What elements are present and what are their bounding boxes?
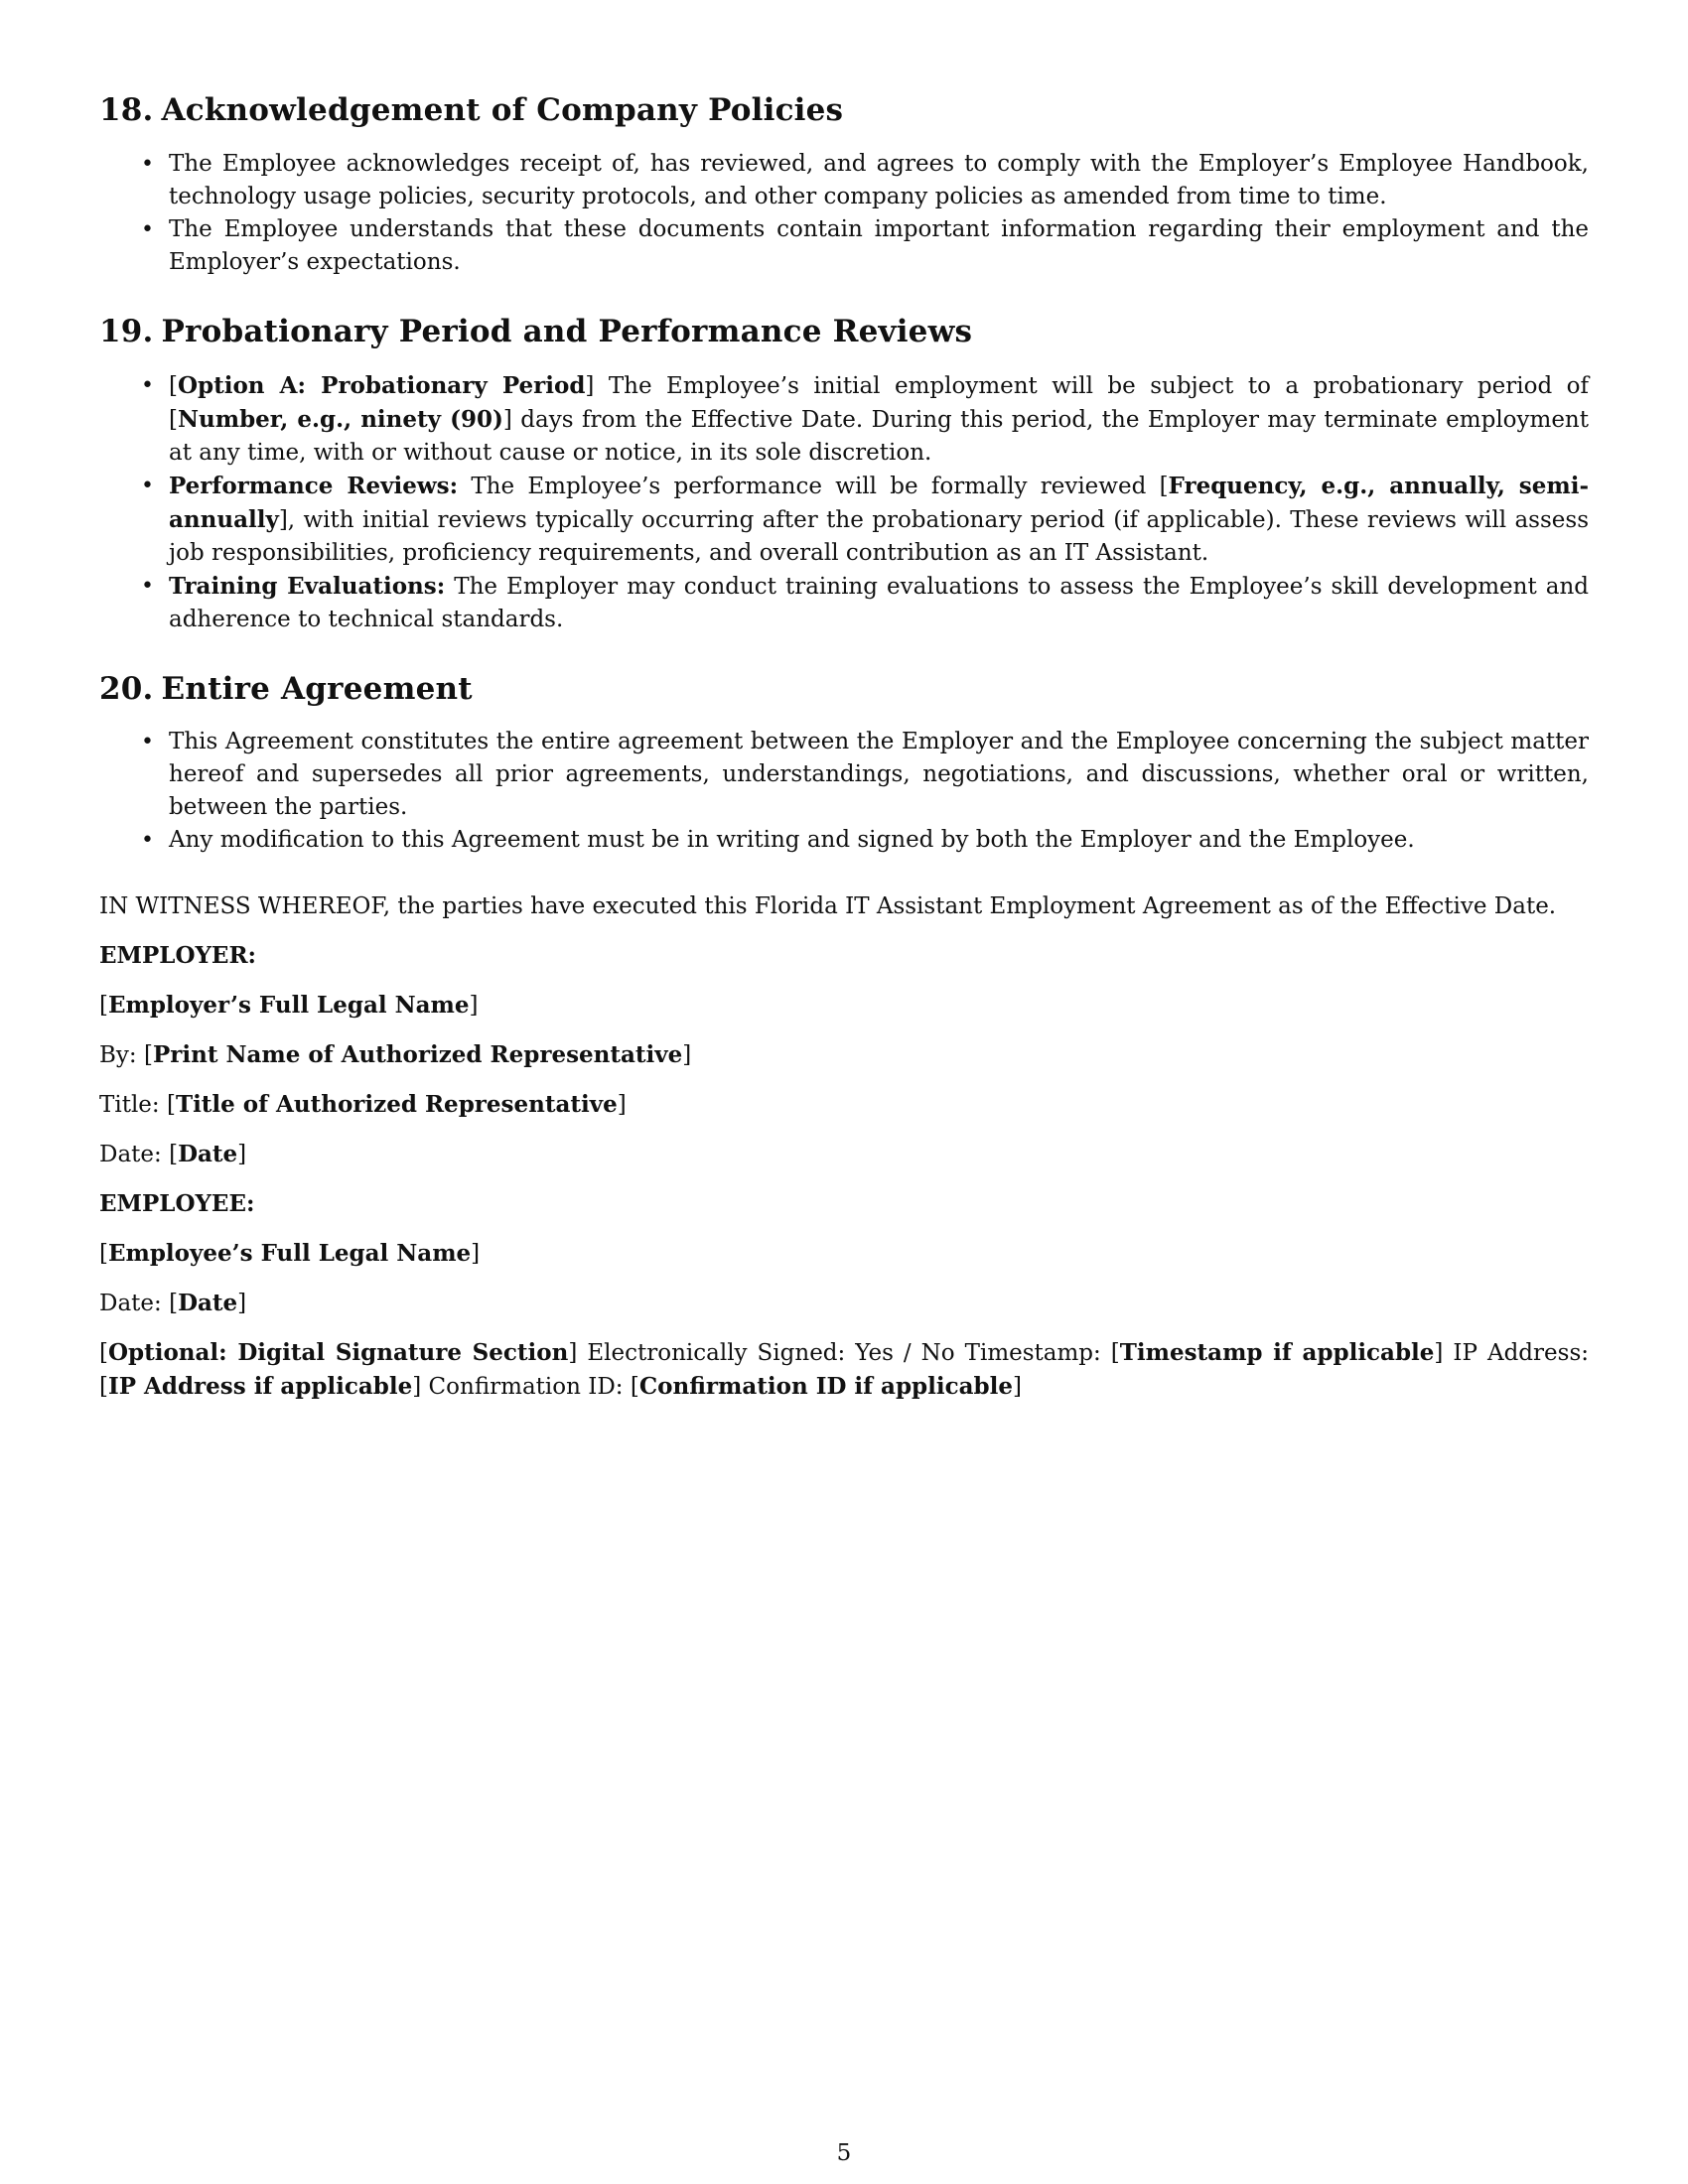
employer-by-line: By: [Print Name of Authorized Representative]	[99, 1041, 692, 1069]
list-item	[169, 570, 1589, 636]
text-run: The Employer may conduct training evaluations to assess the Employee’s skill development and adherence to technical standards.	[169, 573, 1589, 632]
section-title: Acknowledgement of Company Policies	[161, 92, 844, 128]
text-run: The Employee acknowledges receipt of, has reviewed, and agrees to comply with the Employer’s Employee Handbook, technology usage policies, security protocols, and other company policies as amended from time to time.	[169, 150, 1589, 209]
representative-name-placeholder: Print Name of Authorized Representative	[152, 1041, 683, 1069]
ip-address-placeholder: IP Address if applicable	[107, 1373, 413, 1401]
document-page	[99, 91, 1589, 1420]
section-heading	[99, 91, 1589, 130]
digital-signature-paragraph: [Optional: Digital Signature Section] Electronically Signed: Yes / No Timestamp: [Timestamp if applicable] IP Address: [IP Address if applicable] Confirmation ID: [Confirmation ID if applicable]	[99, 1339, 1589, 1401]
bullet-list	[99, 726, 1589, 857]
section-heading	[99, 670, 1589, 709]
list-item	[169, 824, 1589, 857]
bold-text: Number, e.g., ninety (90)	[177, 405, 503, 433]
bullet-list	[99, 369, 1589, 636]
employee-date-line: Date: [Date]	[99, 1290, 247, 1317]
text-run: The Employee’s performance will be formally reviewed [	[458, 473, 1169, 499]
timestamp-placeholder: Timestamp if applicable	[1119, 1339, 1435, 1367]
bold-text: Performance Reviews:	[169, 472, 459, 499]
employer-date-line: Date: [Date]	[99, 1141, 247, 1168]
section-heading	[99, 313, 1589, 351]
text-run: Any modification to this Agreement must be in writing and signed by both the Employer and the Employee.	[169, 827, 1415, 854]
sections-container	[99, 91, 1589, 857]
page-number: 5	[836, 2140, 852, 2166]
section-number: 18.	[99, 92, 154, 128]
text-run: [	[169, 372, 178, 399]
list-item	[169, 470, 1589, 570]
text-run: ], with initial reviews typically occurring after the probationary period (if applicable). These reviews will assess job responsibilities, proficiency requirements, and overall contribution as an IT Assistant.	[169, 506, 1589, 566]
text-run: ] days from the Effective Date. During this period, the Employer may terminate employment at any time, with or without cause or notice, in its sole discretion.	[169, 406, 1589, 466]
text-run: This Agreement constitutes the entire agreement between the Employer and the Employee concerning the subject matter hereof and supersedes all prior agreements, understandings, negotiations, and discussions, whether oral or written, between the parties.	[169, 729, 1589, 821]
bold-text: Training Evaluations:	[169, 572, 446, 600]
confirmation-id-placeholder: Confirmation ID if applicable	[638, 1373, 1013, 1401]
section-number: 19.	[99, 313, 154, 349]
text-run: ] The Employee’s initial employment will be subject to a probationary period of [	[169, 372, 1589, 433]
employer-name-line: [Employer’s Full Legal Name]	[99, 992, 479, 1020]
text-run: The Employee understands that these documents contain important information regarding their employment and the Employer’s expectations.	[169, 215, 1589, 275]
section-title: Entire Agreement	[161, 670, 473, 707]
employer-date-placeholder: Date	[178, 1141, 238, 1168]
list-item	[169, 148, 1589, 213]
employee-heading: EMPLOYEE:	[99, 1190, 255, 1218]
section-20	[99, 670, 1589, 858]
list-item	[169, 213, 1589, 279]
section-number: 20.	[99, 670, 154, 707]
employee-name-line: [Employee’s Full Legal Name]	[99, 1240, 481, 1268]
bold-text: Frequency, e.g., annually, semi-annually	[169, 472, 1589, 533]
list-item	[169, 369, 1589, 470]
employer-heading: EMPLOYER:	[99, 942, 257, 970]
representative-title-placeholder: Title of Authorized Representative	[175, 1091, 618, 1119]
bullet-list	[99, 148, 1589, 279]
employee-date-placeholder: Date	[178, 1290, 238, 1317]
employer-name-placeholder: Employer’s Full Legal Name	[107, 992, 470, 1020]
section-18	[99, 91, 1589, 279]
digital-signature-heading: Optional: Digital Signature Section	[107, 1339, 569, 1367]
bold-text: Option A: Probationary Period	[177, 371, 586, 399]
section-19	[99, 313, 1589, 636]
section-title: Probationary Period and Performance Reviews	[161, 313, 973, 349]
list-item	[169, 726, 1589, 824]
employee-name-placeholder: Employee’s Full Legal Name	[107, 1240, 472, 1268]
witness-paragraph: IN WITNESS WHEREOF, the parties have executed this Florida IT Assistant Employment Agreement as of the Effective Date.	[99, 893, 1557, 920]
employer-title-line: Title: [Title of Authorized Representative]	[99, 1091, 627, 1119]
